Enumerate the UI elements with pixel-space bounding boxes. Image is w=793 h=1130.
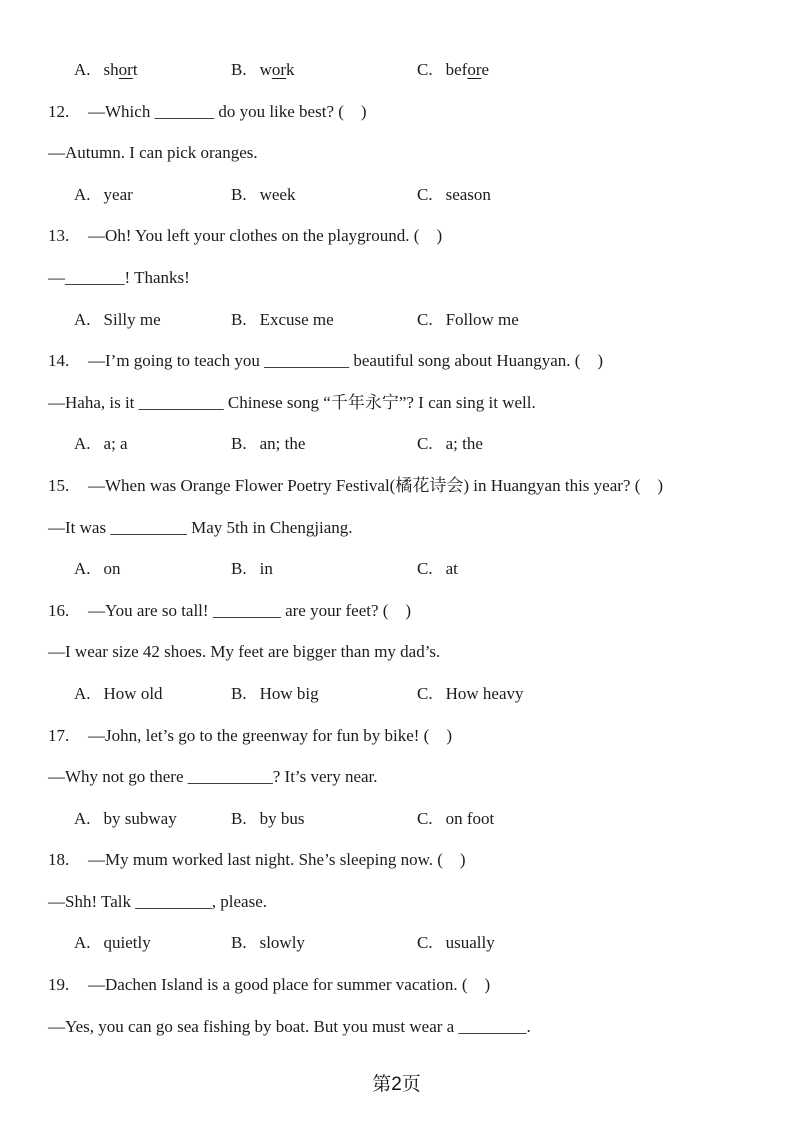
option-text: slowly xyxy=(259,933,305,953)
option-a xyxy=(74,49,138,91)
option-c xyxy=(417,423,483,465)
option-b xyxy=(231,798,304,840)
question-number: 18. xyxy=(48,850,70,870)
question-stem-text: —Oh! You left your clothes on the playground. ( ) xyxy=(88,226,443,246)
option-letter: A. xyxy=(74,184,91,204)
question-14-stem xyxy=(0,340,793,382)
question-reply-text: —Why not go there __________? It’s very near. xyxy=(48,767,378,787)
option-a xyxy=(74,174,133,216)
question-stem-text: —I’m going to teach you __________ beautiful song about Huangyan. ( ) xyxy=(88,351,604,371)
option-text: a; a xyxy=(103,434,128,454)
option-letter: A. xyxy=(74,683,91,703)
option-a xyxy=(74,423,128,465)
question-15-stem xyxy=(0,465,793,507)
option-b xyxy=(231,673,319,715)
option-c xyxy=(417,299,519,341)
option-text: by subway xyxy=(103,808,177,828)
option-word-underlined: or xyxy=(271,60,287,79)
option-text: week xyxy=(259,184,296,204)
option-text: on xyxy=(103,559,121,579)
question-stem-text: —You are so tall! ________ are your feet? ( ) xyxy=(88,600,412,620)
option-text: season xyxy=(445,184,491,204)
question-reply-text: —I wear size 42 shoes. My feet are bigger than my dad’s. xyxy=(48,642,441,662)
option-b xyxy=(231,299,334,341)
option-c xyxy=(417,673,524,715)
option-letter: B. xyxy=(231,60,247,79)
question-reply-text: —Autumn. I can pick oranges. xyxy=(48,143,258,163)
question-14-reply xyxy=(0,382,793,424)
option-letter: A. xyxy=(74,60,91,79)
question-13-stem xyxy=(0,215,793,257)
option-a xyxy=(74,299,161,341)
option-letter: C. xyxy=(417,184,433,204)
question-17-stem xyxy=(0,715,793,757)
option-text: on foot xyxy=(445,808,495,828)
option-letter: B. xyxy=(231,683,247,703)
option-text: in xyxy=(259,559,273,579)
option-a xyxy=(74,922,151,964)
option-letter: C. xyxy=(417,559,433,579)
option-text: at xyxy=(445,559,458,579)
option-letter: B. xyxy=(231,184,247,204)
question-11-options-row xyxy=(0,49,793,91)
option-letter: C. xyxy=(417,683,433,703)
question-stem-text: —When was Orange Flower Poetry Festival(橘花诗会) in Huangyan this year? ( ) xyxy=(88,475,664,495)
question-number: 14. xyxy=(48,351,70,371)
option-text: Excuse me xyxy=(259,309,334,329)
question-19-stem xyxy=(0,964,793,1006)
question-stem-text: —My mum worked last night. She’s sleeping now. ( ) xyxy=(88,850,466,870)
option-a xyxy=(74,798,177,840)
option-text: quietly xyxy=(103,933,151,953)
question-16-options-row xyxy=(0,673,793,715)
option-c xyxy=(417,922,495,964)
question-18-reply xyxy=(0,881,793,923)
option-b xyxy=(231,922,305,964)
question-12-reply xyxy=(0,132,793,174)
question-reply-text: —_______! Thanks! xyxy=(48,267,190,287)
question-stem-text: —Dachen Island is a good place for summer vacation. ( ) xyxy=(88,975,491,995)
option-text: usually xyxy=(445,933,495,953)
option-word-underlined: or xyxy=(467,60,482,79)
option-letter: B. xyxy=(231,808,247,828)
question-16-reply xyxy=(0,631,793,673)
option-a xyxy=(74,548,121,590)
option-a xyxy=(74,673,163,715)
option-text: How old xyxy=(103,683,163,703)
option-text: Silly me xyxy=(103,309,161,329)
option-letter: B. xyxy=(231,309,247,329)
question-17-options-row xyxy=(0,798,793,840)
option-word-pre: w xyxy=(259,60,272,79)
option-letter: A. xyxy=(74,559,91,579)
option-b xyxy=(231,548,273,590)
question-number: 17. xyxy=(48,725,70,745)
option-word-post: e xyxy=(481,60,490,79)
option-letter: A. xyxy=(74,309,91,329)
option-text: How heavy xyxy=(445,683,524,703)
question-stem-text: —John, let’s go to the greenway for fun by bike! ( ) xyxy=(88,725,452,745)
option-letter: C. xyxy=(417,434,433,454)
question-15-reply xyxy=(0,507,793,549)
option-letter: A. xyxy=(74,933,91,953)
question-number: 13. xyxy=(48,226,70,246)
question-stem-text: —Which _______ do you like best? ( ) xyxy=(88,101,367,121)
option-b xyxy=(231,423,305,465)
question-17-reply xyxy=(0,756,793,798)
option-word-underlined: or xyxy=(118,60,133,79)
option-text: a; the xyxy=(445,434,483,454)
option-text: How big xyxy=(259,683,319,703)
question-16-stem xyxy=(0,590,793,632)
question-15-options-row xyxy=(0,548,793,590)
question-number: 12. xyxy=(48,101,70,121)
question-12-options-row xyxy=(0,174,793,216)
question-reply-text: —It was _________ May 5th in Chengjiang. xyxy=(48,517,353,537)
question-18-stem xyxy=(0,839,793,881)
option-letter: B. xyxy=(231,933,247,953)
option-text: an; the xyxy=(259,434,306,454)
option-letter: C. xyxy=(417,933,433,953)
option-letter: B. xyxy=(231,559,247,579)
question-number: 16. xyxy=(48,600,70,620)
question-14-options-row xyxy=(0,423,793,465)
option-letter: A. xyxy=(74,434,91,454)
question-reply-text: —Haha, is it __________ Chinese song “千年永宁”? I can sing it well. xyxy=(48,392,536,412)
question-reply-text: —Shh! Talk _________, please. xyxy=(48,891,267,911)
question-reply-text: —Yes, you can go sea fishing by boat. But you must wear a ________. xyxy=(48,1016,531,1036)
option-b xyxy=(231,49,295,91)
option-letter: B. xyxy=(231,434,247,454)
exam-content xyxy=(0,49,793,1047)
option-text: year xyxy=(103,184,133,204)
option-letter: C. xyxy=(417,309,433,329)
option-text: Follow me xyxy=(445,309,519,329)
option-word-post: k xyxy=(286,60,295,79)
option-letter: C. xyxy=(417,808,433,828)
option-c xyxy=(417,49,489,91)
option-b xyxy=(231,174,295,216)
question-13-reply xyxy=(0,257,793,299)
page-number: 第2页 xyxy=(372,1074,421,1095)
option-text: by bus xyxy=(259,808,305,828)
option-word-post: t xyxy=(132,60,138,79)
option-word-pre: sh xyxy=(103,60,119,79)
question-number: 19. xyxy=(48,975,70,995)
question-19-reply xyxy=(0,1006,793,1048)
option-letter: C. xyxy=(417,60,433,79)
option-word-pre: bef xyxy=(445,60,468,79)
option-c xyxy=(417,548,458,590)
question-13-options-row xyxy=(0,299,793,341)
option-c xyxy=(417,798,494,840)
option-c xyxy=(417,174,491,216)
question-number: 15. xyxy=(48,475,70,495)
option-letter: A. xyxy=(74,808,91,828)
question-18-options-row xyxy=(0,922,793,964)
question-12-stem xyxy=(0,91,793,133)
